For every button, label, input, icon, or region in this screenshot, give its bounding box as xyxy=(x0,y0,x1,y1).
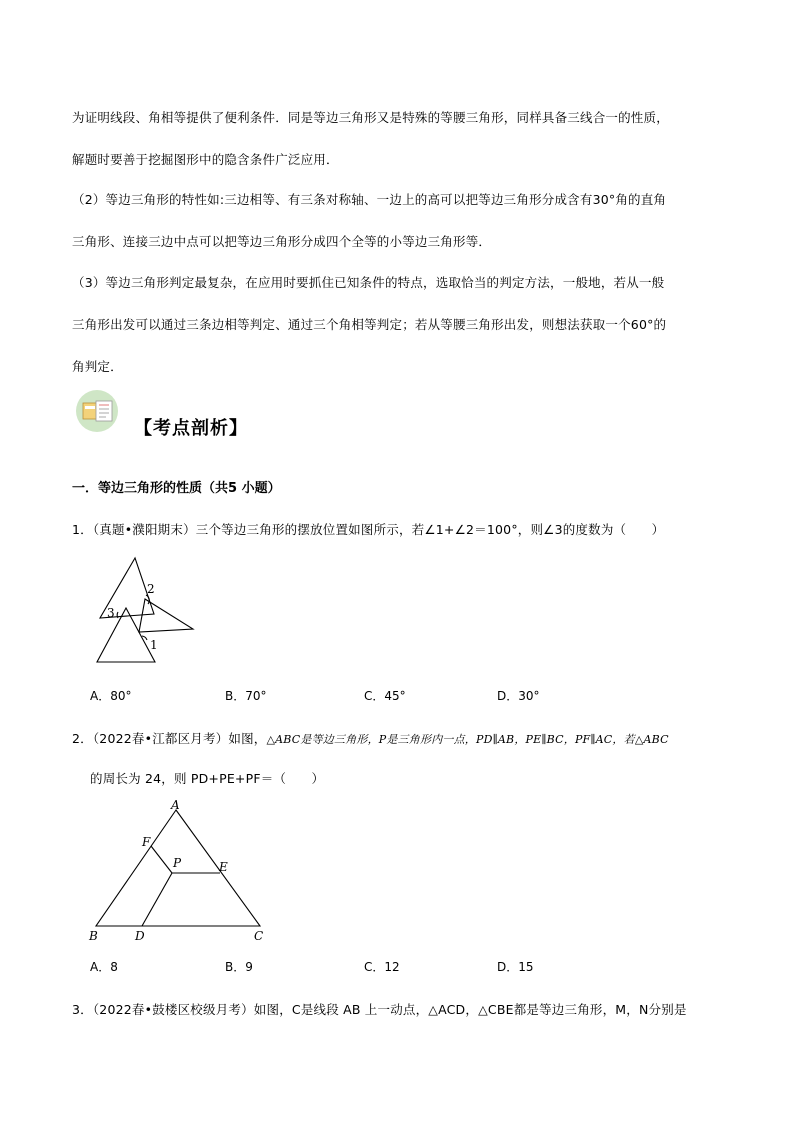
paragraph-line-1: 为证明线段、角相等提供了便利条件．同是等边三角形又是特殊的等腰三角形，同样具备三线合一的性质， xyxy=(72,110,669,125)
question-2-figure xyxy=(84,796,274,948)
paragraph-line-6: 三角形出发可以通过三条边相等判定、通过三个角相等判定；若从等腰三角形出发，则想法获取一个60°的 xyxy=(72,317,667,332)
angle-label-2: 2 xyxy=(147,582,155,596)
question-2-prefix: 2．（2022春•江都区月考）如图， xyxy=(72,731,267,746)
q1-option-b[interactable]: B．70° xyxy=(225,689,267,703)
angle-label-1: 1 xyxy=(150,638,158,652)
paragraph-line-4: 三角形、连接三边中点可以把等边三角形分成四个全等的小等边三角形等． xyxy=(72,234,492,249)
point-label-c: C xyxy=(254,929,264,943)
point-label-f: F xyxy=(142,835,151,849)
question-1-text: 1．（真题•濮阳期末）三个等边三角形的摆放位置如图所示，若∠1+∠2＝100°，则∠3的度数为（ ） xyxy=(72,522,665,537)
paragraph-line-2: 解题时要善于挖掘图形中的隐含条件广泛应用． xyxy=(72,152,339,167)
question-2-line-2: 的周长为 24，则 PD+PE+PF＝（ ） xyxy=(90,771,325,786)
point-label-e: E xyxy=(219,860,228,874)
question-2-line-1 xyxy=(72,729,669,747)
paragraph-line-7: 角判定． xyxy=(72,359,123,374)
q2-option-b[interactable]: B．9 xyxy=(225,960,253,974)
paragraph-line-3: （2）等边三角形的特性如:三边相等、有三条对称轴、一边上的高可以把等边三角形分成含有30°角的直角 xyxy=(72,192,667,207)
notebook-icon xyxy=(74,390,120,432)
q2-option-a[interactable]: A．8 xyxy=(90,960,118,974)
question-3-text: 3．（2022春•鼓楼区校级月考）如图，C是线段 AB 上一动点，△ACD，△CBE都是等边三角形，M，N分别是 xyxy=(72,1002,687,1017)
q2-option-c[interactable]: C．12 xyxy=(364,960,400,974)
subsection-title: 一．等边三角形的性质（共5 小题） xyxy=(72,481,281,496)
point-label-d: D xyxy=(135,929,145,943)
question-1-figure xyxy=(88,552,208,667)
question-2-conditions: △ABC是等边三角形，P是三角形内一点，PD∥AB，PE∥BC，PF∥AC，若△ABC xyxy=(266,733,669,746)
paragraph-line-5: （3）等边三角形判定最复杂，在应用时要抓住已知条件的特点，选取恰当的判定方法，一般地，若从一般 xyxy=(72,275,665,290)
point-label-a: A xyxy=(171,798,180,812)
q1-option-d[interactable]: D．30° xyxy=(497,689,540,703)
section-title: 【考点剖析】 xyxy=(134,418,248,439)
angle-label-3: 3 xyxy=(107,606,115,620)
q1-option-a[interactable]: A．80° xyxy=(90,689,132,703)
q1-option-c[interactable]: C．45° xyxy=(364,689,406,703)
point-label-p: P xyxy=(173,856,182,870)
q2-option-d[interactable]: D．15 xyxy=(497,960,534,974)
point-label-b: B xyxy=(89,929,98,943)
